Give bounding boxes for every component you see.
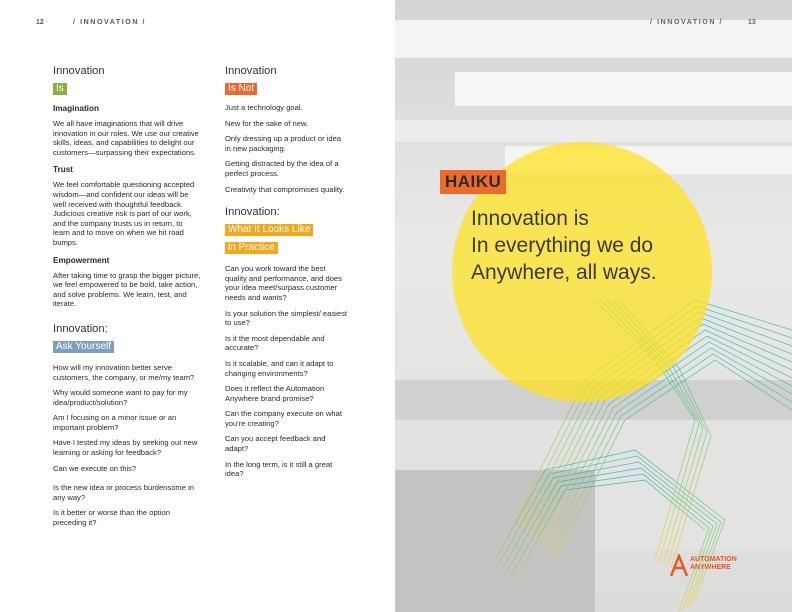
haiku-line-1: Innovation is — [471, 207, 589, 230]
imagination-heading: Imagination — [53, 104, 99, 113]
section-title: Innovation: — [53, 322, 108, 335]
haiku-badge: HAIKU — [440, 170, 506, 194]
left-page — [0, 0, 395, 612]
list-item: Getting distracted by the idea of a perfect process. — [225, 159, 339, 178]
in-practice-tag-line2: in Practice — [225, 242, 278, 254]
list-item: Is it the most dependable and accurate? — [225, 333, 325, 353]
running-head-left: / INNOVATION / — [73, 19, 147, 26]
in-practice-tag-line1: What It Looks Like — [225, 224, 313, 236]
list-item: Just a technology goal. — [225, 103, 303, 112]
list-item: Can we execute on this? — [53, 463, 137, 473]
list-item: Creativity that compromises quality. — [225, 184, 345, 194]
section-title: Innovation — [53, 65, 105, 77]
list-item: Can you work toward the best quality and performance, and does your idea meet/surpass customer needs and wants? — [225, 264, 342, 302]
haiku-line-2: In everything we do — [471, 234, 654, 257]
ask-yourself-section — [53, 323, 201, 528]
list-item: Can you accept feedback and adapt? — [225, 434, 326, 454]
list-item: Is it better or worse than the option preceding it? — [53, 508, 170, 528]
is-not-tag: Is Not — [225, 83, 257, 95]
logo-text-line1: AUTOMATION — [690, 556, 737, 563]
imagination-text: We all have imaginations that will drive innovation in our roles. We use our creative skills, ideas, and capabilities to delight our customers—surpassing their expectations. — [53, 119, 199, 157]
logo-text-line2: ANYWHERE — [690, 564, 731, 571]
ask-yourself-tag: Ask Yourself — [53, 341, 114, 353]
list-item: Does it reflect the Automation Anywhere brand promise? — [225, 384, 325, 403]
list-item: In the long term, is it still a great idea? — [225, 459, 333, 479]
haiku-line-3: Anywhere, all ways. — [471, 261, 657, 284]
list-item: New for the sake of new. — [225, 118, 309, 128]
empowerment-text: After taking time to grasp the bigger picture, we feel empowered to be bold, take action, and solve problems. We learn, test, and iterate. — [53, 270, 201, 309]
list-item: Is the new idea or process burdensome in any way? — [53, 483, 194, 502]
list-item: Is your solution the simplest/ easiest to use? — [225, 308, 347, 328]
page-number-left: 12 — [36, 19, 44, 26]
is-tag: Is — [53, 83, 67, 95]
list-item: Have I tested my ideas by seeking out new learning or asking for feedback? — [53, 438, 198, 458]
list-item: Is it scalable, and can it adapt to changing environments? — [225, 358, 334, 378]
list-item: Only dressing up a product or idea in new packaging. — [225, 134, 342, 153]
column-right — [225, 65, 349, 479]
section-title: Innovation: — [225, 206, 280, 219]
column-left — [53, 65, 201, 528]
trust-text: We feel comfortable questioning accepted wisdom—and confident our ideas will be well received with thoughtful feedback. Judicious creative risk is part of our work, and the company trusts us in return, to learn and to move on when we hit road bumps. — [53, 180, 195, 247]
trust-heading: Trust — [53, 165, 74, 175]
section-title: Innovation — [225, 65, 277, 77]
list-item: How will my innovation better serve customers, the company, or me/my team? — [53, 362, 195, 382]
list-item: Am I focusing on a minor issue or an important problem? — [53, 413, 177, 432]
list-item: Why would someone want to pay for my idea/product/solution? — [53, 388, 188, 407]
innovation-is-not-section — [225, 65, 349, 194]
in-practice-section — [225, 206, 349, 479]
empowerment-heading: Empowerment — [53, 255, 110, 265]
innovation-is-section — [53, 65, 201, 309]
running-head-right: / INNOVATION / — [650, 19, 724, 26]
list-item: Can the company execute on what you're creating? — [225, 409, 342, 428]
page-number-right: 13 — [748, 19, 756, 26]
